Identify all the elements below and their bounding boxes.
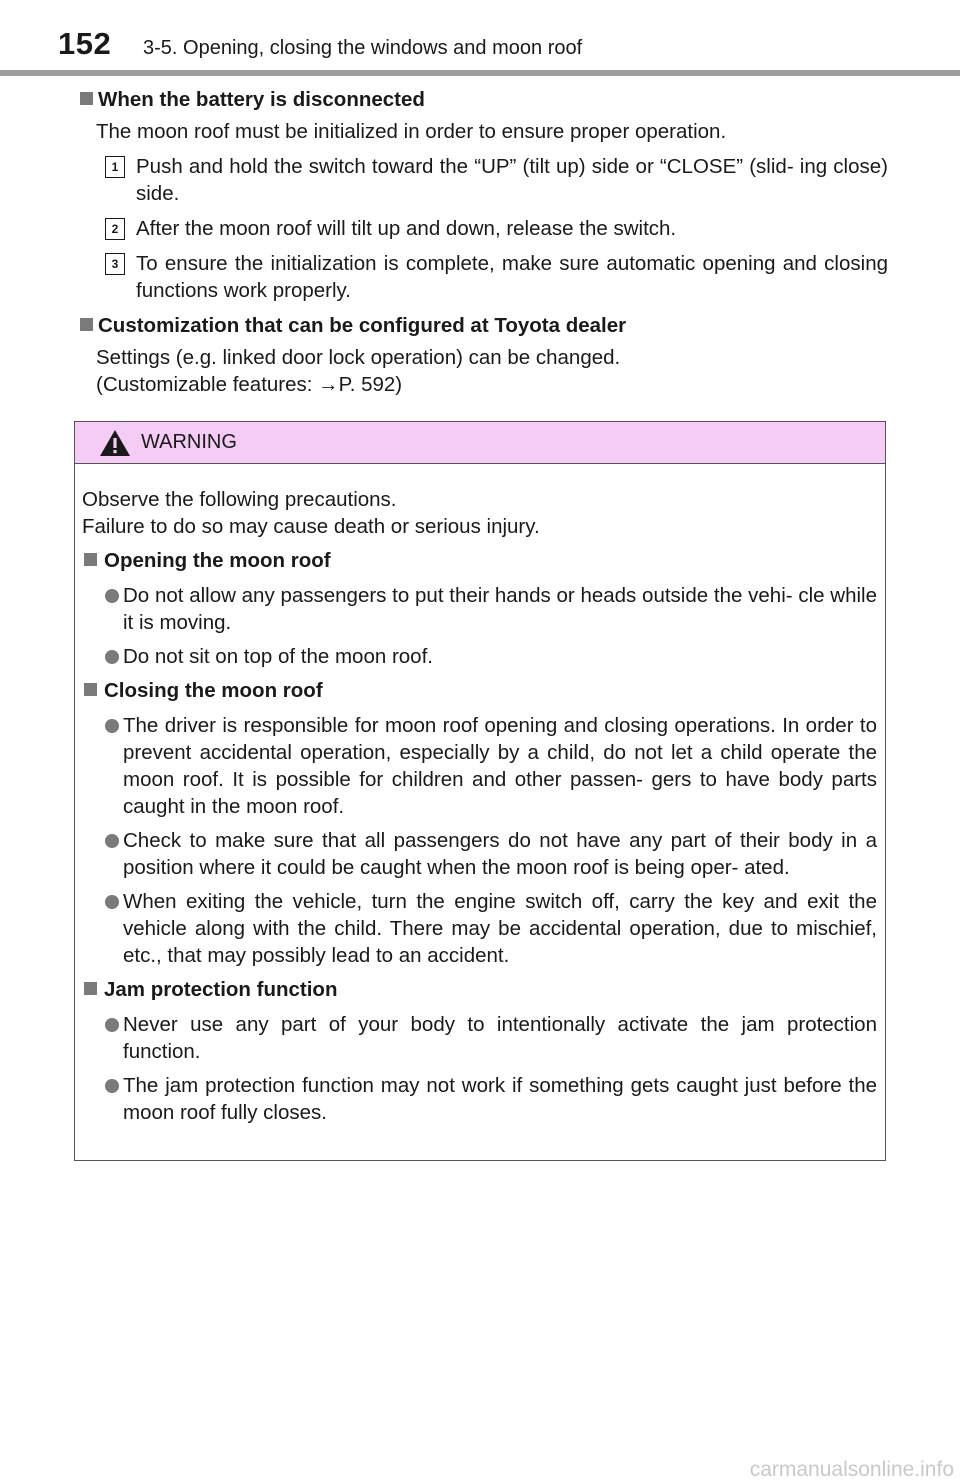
warning-group-heading: Jam protection function [82, 976, 877, 1004]
customization-line-2: (Customizable features: →P. 592) [96, 373, 403, 396]
battery-intro: The moon roof must be initialized in order to ensure proper operation. [96, 120, 727, 143]
battery-heading: When the battery is disconnected [78, 86, 888, 114]
warning-header [75, 422, 885, 464]
warning-group-heading: Closing the moon roof [82, 677, 877, 705]
warning-bullet: Do not allow any passengers to put their hands or heads outside the vehi- cle while it is moving. [82, 582, 877, 636]
step-item [78, 250, 888, 304]
section-title: 3-5. Opening, closing the windows and moon roof [143, 37, 583, 59]
warning-box [74, 421, 886, 1161]
warning-triangle-icon [99, 428, 131, 458]
warning-label: WARNING [141, 431, 237, 453]
step-text: To ensure the initialization is complete, make sure automatic opening and closing functions work properly. [136, 252, 888, 302]
warning-bullet: Never use any part of your body to intentionally activate the jam protection function. [82, 1011, 877, 1065]
main-content [78, 86, 888, 398]
page-number: 152 [58, 26, 112, 61]
warning-intro-1: Observe the following precautions. [82, 488, 397, 511]
warning-bullet: Do not sit on top of the moon roof. [82, 643, 877, 670]
watermark: carmanualsonline.info [749, 1458, 954, 1481]
step-text: After the moon roof will tilt up and down, release the switch. [136, 217, 677, 240]
warning-bullet: Check to make sure that all passengers do not have any part of their body in a position where it could be caught when the moon roof is being oper- ated. [82, 827, 877, 881]
step-number-badge: 3 [105, 253, 125, 275]
customization-heading: Customization that can be configured at Toyota dealer [78, 312, 888, 340]
warning-body [75, 464, 885, 1126]
step-number-badge: 2 [105, 218, 125, 240]
warning-bullet: The driver is responsible for moon roof opening and closing operations. In order to prevent accidental operation, especially by a child, do not let a child operate the moon roof. It is possible for children and other passen- gers to have body parts caught in the moon roof. [82, 712, 877, 820]
step-item [78, 153, 888, 207]
customization-line-1: Settings (e.g. linked door lock operation) can be changed. [96, 346, 621, 369]
warning-intro-2: Failure to do so may cause death or serious injury. [82, 515, 540, 538]
header-rule [0, 70, 960, 76]
warning-bullet: The jam protection function may not work if something gets caught just before the moon roof fully closes. [82, 1072, 877, 1126]
page-header [0, 0, 960, 80]
warning-bullet: When exiting the vehicle, turn the engine switch off, carry the key and exit the vehicle along with the child. There may be accidental operation, due to mischief, etc., that may possibly lead to an accident. [82, 888, 877, 969]
step-number-badge: 1 [105, 156, 125, 178]
step-item [78, 215, 888, 242]
warning-group-heading: Opening the moon roof [82, 547, 877, 575]
step-text: Push and hold the switch toward the “UP” (tilt up) side or “CLOSE” (slid- ing close) side. [136, 155, 888, 205]
